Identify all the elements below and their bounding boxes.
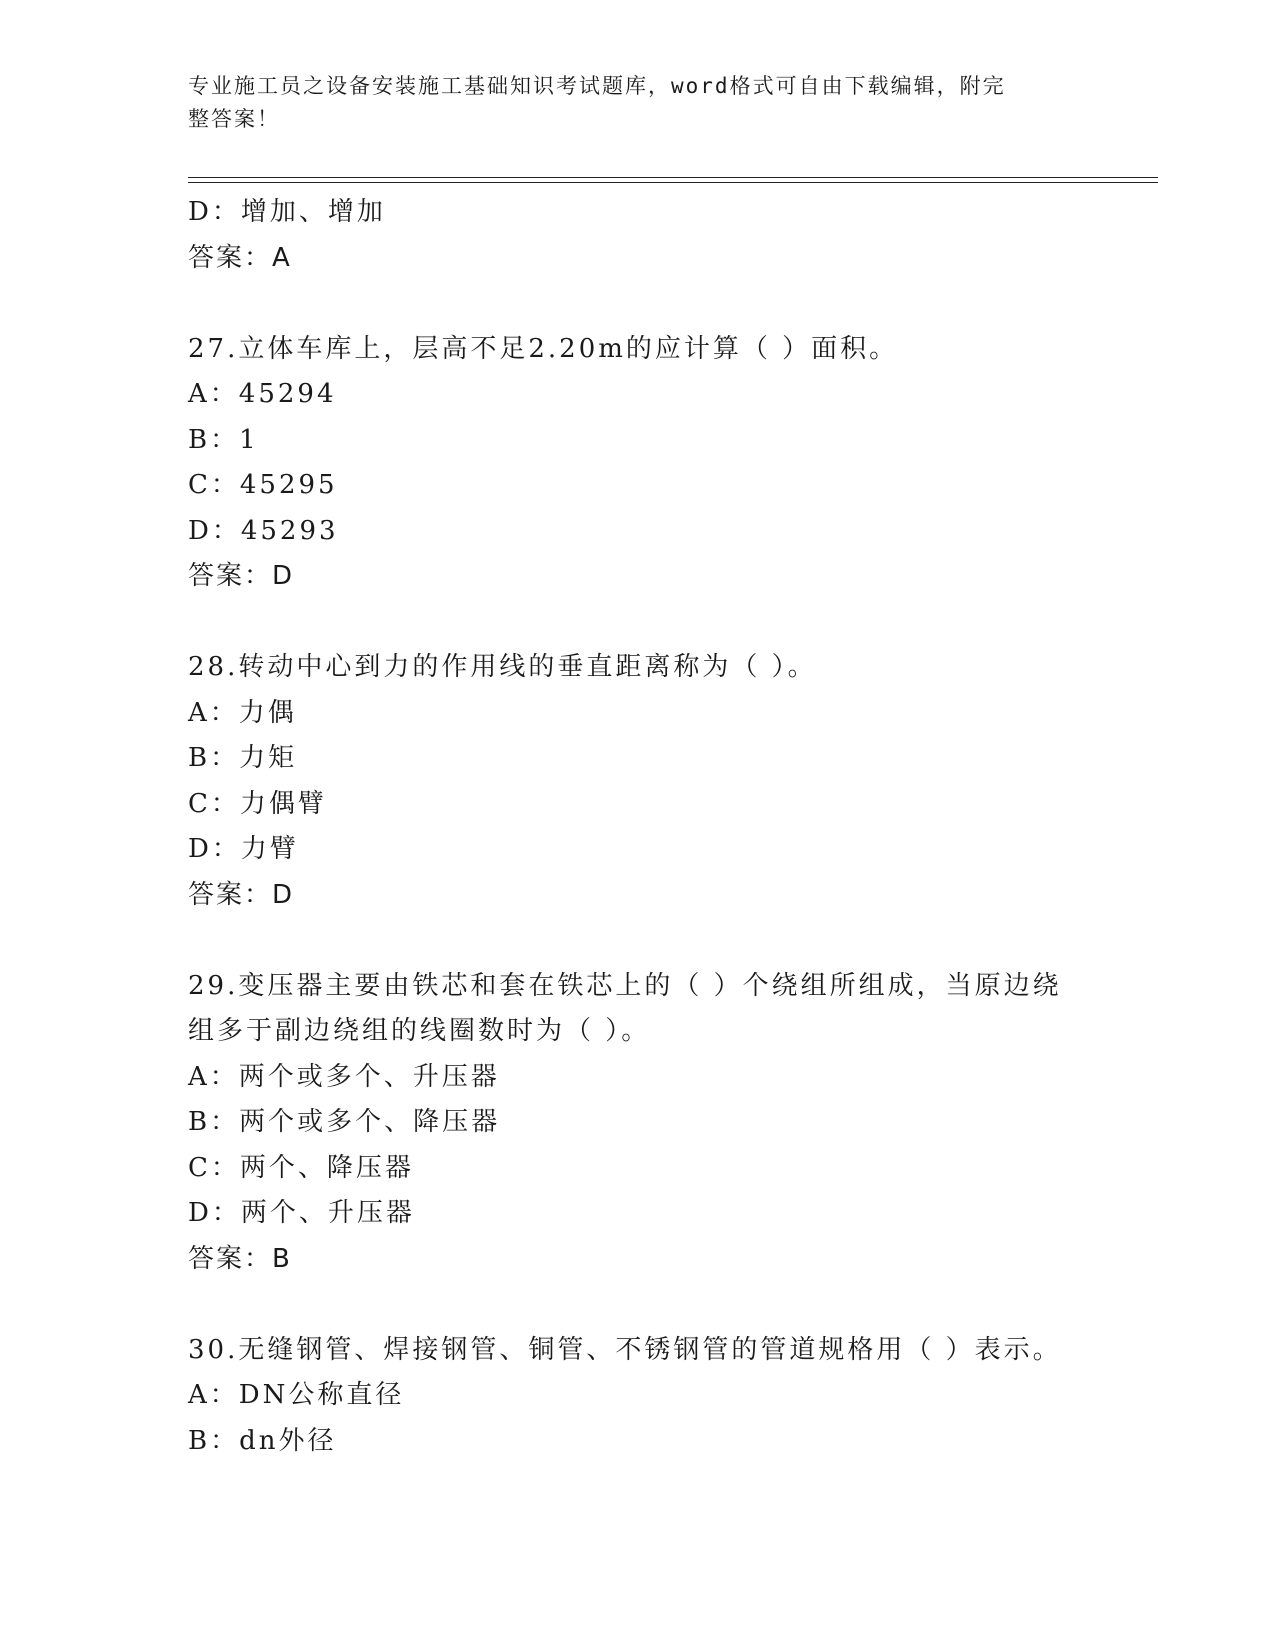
spacer: [188, 1282, 1088, 1328]
question-27: [188, 327, 1088, 600]
question-28-option-b: B：力矩: [188, 743, 298, 773]
question-29-option-d: D：两个、升压器: [188, 1198, 415, 1228]
question-30: [188, 1328, 1088, 1465]
spacer: [188, 281, 1088, 327]
spacer: [188, 600, 1088, 646]
question-27-option-b: B：1: [188, 424, 259, 455]
header-divider-top: [188, 177, 1158, 178]
question-28-text: 28.转动中心到力的作用线的垂直距离称为（ ）。: [188, 652, 817, 682]
question-28-option-c: C：力偶臂: [188, 788, 327, 819]
question-28-answer: 答案：D: [188, 879, 295, 910]
question-list: [188, 190, 1088, 1464]
question-29-option-a: A：两个或多个、升压器: [188, 1061, 500, 1092]
spacer: [188, 918, 1088, 964]
question-27-answer: 答案：D: [188, 561, 295, 591]
question-29-option-c: C：两个、降压器: [188, 1152, 414, 1183]
question-29-text-line-1: 29.变压器主要由铁芯和套在铁芯上的（ ）个绕组所组成，当原边绕: [188, 970, 1062, 1001]
question-29-option-b: B：两个或多个、降压器: [188, 1107, 501, 1137]
question-27-text: 27.立体车库上，层高不足2.20m的应计算（ ）面积。: [188, 333, 899, 364]
header-line-2: 整答案！: [188, 107, 280, 131]
question-30-text: 30.无缝钢管、焊接钢管、铜管、不锈钢管的管道规格用（ ）表示。: [188, 1334, 1062, 1365]
question-28: [188, 645, 1088, 918]
prev-option-d: D：增加、增加: [188, 197, 386, 227]
document-header: [188, 70, 1068, 136]
question-29-answer: 答案：B: [188, 1243, 292, 1274]
question-28-option-d: D：力臂: [188, 834, 299, 864]
question-27-option-c: C：45295: [188, 470, 338, 500]
question-29-text-line-2: 组多于副边绕组的线圈数时为（ ）。: [188, 1016, 651, 1046]
header-divider-bottom: [188, 182, 1158, 183]
question-28-option-a: A：力偶: [188, 697, 297, 728]
question-29: [188, 964, 1088, 1283]
question-27-option-d: D：45293: [188, 515, 339, 546]
header-line-1: 专业施工员之设备安装施工基础知识考试题库，word格式可自由下载编辑，附完: [188, 74, 1006, 98]
question-27-option-a: A：45294: [188, 379, 337, 409]
prev-answer: 答案：A: [188, 242, 292, 273]
question-30-option-b: B：dn外径: [188, 1425, 337, 1456]
question-30-option-a: A：DN公称直径: [188, 1380, 405, 1410]
